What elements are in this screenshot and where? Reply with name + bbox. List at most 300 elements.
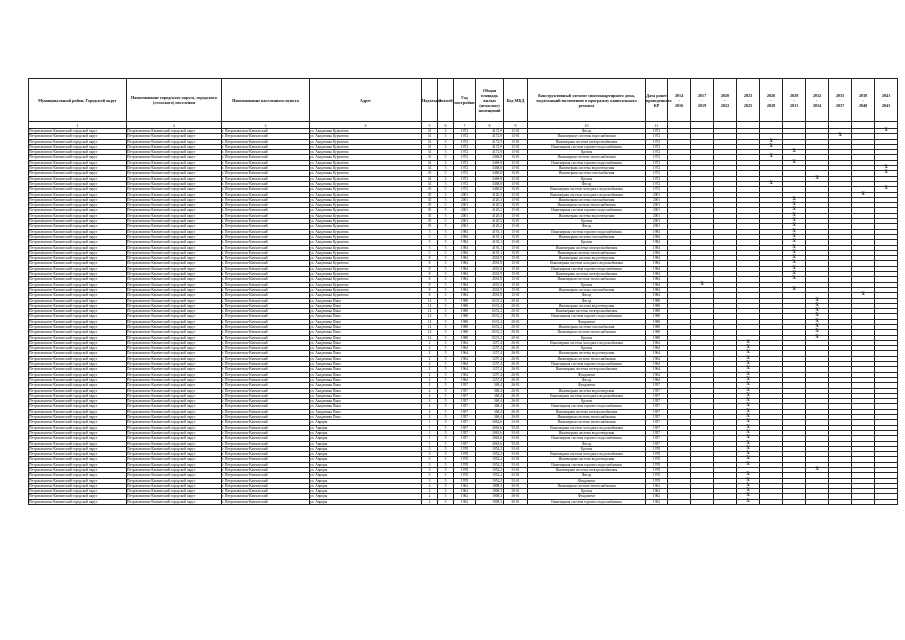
cell-district: Петропавловск-Камчатский городской округ <box>29 430 127 435</box>
cell-floors: 5 <box>438 144 454 149</box>
column-number <box>806 122 829 129</box>
cell-entrance-number: 8 <box>422 272 438 277</box>
header-period: 2041 - 2043 <box>875 79 898 122</box>
cell-entrance-number: 2 <box>422 483 438 488</box>
cell-mkd-code: 26-01 <box>504 415 528 420</box>
cell-total-area: 4120,3 <box>476 219 504 224</box>
cell-entrance-number: 2 <box>422 362 438 367</box>
cell-mkd-code: 33-01 <box>504 420 528 425</box>
cell-previous-repair-date: 1984 <box>646 266 668 271</box>
cell-district: Петропавловск-Камчатский городской округ <box>29 250 127 255</box>
cell-locality: г. Петропавловск-Камчатский <box>222 129 310 134</box>
column-number <box>737 122 760 129</box>
cell-settlement: Петропавловск-Камчатский городской округ <box>127 181 222 186</box>
cell-total-area: 1952,2 <box>476 473 504 478</box>
cell-district: Петропавловск-Камчатский городской округ <box>29 420 127 425</box>
cell-settlement: Петропавловск-Камчатский городской округ <box>127 478 222 483</box>
cell-district: Петропавловск-Камчатский городской округ <box>29 277 127 282</box>
cell-settlement: Петропавловск-Камчатский городской округ <box>127 319 222 324</box>
period-mark-cell: X <box>737 372 760 377</box>
cell-settlement: Петропавловск-Камчатский городской округ <box>127 219 222 224</box>
cell-previous-repair-date: 1972 <box>646 129 668 134</box>
cell-previous-repair-date: 2001 <box>646 192 668 197</box>
period-mark-cell <box>760 499 783 504</box>
column-number: 2 <box>127 122 222 129</box>
cell-address: ул. Академика Курчатова <box>310 250 422 255</box>
cell-district: Петропавловск-Камчатский городской округ <box>29 383 127 388</box>
cell-previous-repair-date: 1962 <box>646 494 668 499</box>
cell-address: ул. Авроры <box>310 452 422 457</box>
cell-address: ул. Академика Курчатова <box>310 256 422 261</box>
cell-mkd-code: 15-01 <box>504 213 528 218</box>
cell-mkd-code: 20-01 <box>504 298 528 303</box>
cell-floors: 5 <box>438 287 454 292</box>
cell-address: ул. Академика Пика <box>310 324 422 329</box>
cell-floors: 5 <box>438 272 454 277</box>
cell-total-area: 2063,6 <box>476 436 504 441</box>
cell-mkd-code: 15-01 <box>504 234 528 239</box>
cell-entrance-number: 2 <box>422 351 438 356</box>
cell-total-area: 1257,4 <box>476 356 504 361</box>
table-row <box>29 499 898 504</box>
period-mark-cell: X <box>737 340 760 345</box>
cell-settlement: Петропавловск-Камчатский городской округ <box>127 393 222 398</box>
cell-entrance-number: 5 <box>422 240 438 245</box>
cell-year-built: 1984 <box>454 245 476 250</box>
cell-settlement: Петропавловск-Камчатский городской округ <box>127 409 222 414</box>
cell-year-built: 1988 <box>454 324 476 329</box>
cell-address: ул. Академика Пика <box>310 372 422 377</box>
header-address: Адрес <box>310 79 422 122</box>
cell-district: Петропавловск-Камчатский городской округ <box>29 441 127 446</box>
cell-address: ул. Академика Курчатова <box>310 293 422 298</box>
cell-total-area: 2063,6 <box>476 430 504 435</box>
cell-address: ул. Академика Курчатова <box>310 160 422 165</box>
cell-year-built: 1957 <box>454 388 476 393</box>
header-period: 2032 - 2034 <box>806 79 829 122</box>
cell-locality: г. Петропавловск-Камчатский <box>222 441 310 446</box>
cell-total-area: 1257,4 <box>476 367 504 372</box>
cell-district: Петропавловск-Камчатский городской округ <box>29 330 127 335</box>
cell-mkd-code: 33-01 <box>504 436 528 441</box>
period-mark-cell: X <box>737 415 760 420</box>
cell-total-area: 3468,8 <box>476 160 504 165</box>
cell-settlement: Петропавловск-Камчатский городской округ <box>127 436 222 441</box>
cell-locality: г. Петропавловск-Камчатский <box>222 399 310 404</box>
cell-year-built: 2001 <box>454 224 476 229</box>
cell-mkd-code: 26-01 <box>504 351 528 356</box>
cell-year-built: 1972 <box>454 166 476 171</box>
cell-floors: 5 <box>438 388 454 393</box>
cell-total-area: 1952,2 <box>476 462 504 467</box>
cell-previous-repair-date: 1978 <box>646 468 668 473</box>
cell-previous-repair-date: 1972 <box>646 150 668 155</box>
cell-structural-element: Инженерная система теплоснабжения <box>528 277 646 282</box>
cell-previous-repair-date: 1972 <box>646 134 668 139</box>
cell-mkd-code: 15-01 <box>504 192 528 197</box>
repair-schedule-table <box>28 78 898 505</box>
cell-total-area: 3468,8 <box>476 155 504 160</box>
cell-structural-element: Инженерная система теплоснабжения <box>528 203 646 208</box>
cell-previous-repair-date: 1964 <box>646 356 668 361</box>
cell-address: ул. Академика Пика <box>310 351 422 356</box>
cell-district: Петропавловск-Камчатский городской округ <box>29 208 127 213</box>
cell-settlement: Петропавловск-Камчатский городской округ <box>127 203 222 208</box>
cell-structural-element: Фасад <box>528 377 646 382</box>
cell-previous-repair-date: 1988 <box>646 319 668 324</box>
cell-district: Петропавловск-Камчатский городской округ <box>29 234 127 239</box>
cell-mkd-code: 15-01 <box>504 293 528 298</box>
cell-district: Петропавловск-Камчатский городской округ <box>29 155 127 160</box>
cell-settlement: Петропавловск-Камчатский городской округ <box>127 240 222 245</box>
cell-mkd-code: 33-01 <box>504 457 528 462</box>
cell-total-area: 1952,2 <box>476 452 504 457</box>
cell-settlement: Петропавловск-Камчатский городской округ <box>127 224 222 229</box>
cell-floors: 5 <box>438 372 454 377</box>
cell-entrance-number: 33 <box>422 181 438 186</box>
cell-address: ул. Академика Пика <box>310 388 422 393</box>
cell-settlement: Петропавловск-Камчатский городской округ <box>127 229 222 234</box>
cell-floors: 5 <box>438 367 454 372</box>
cell-entrance-number: 14 <box>422 314 438 319</box>
period-mark-cell <box>668 499 691 504</box>
period-mark-cell: X <box>737 346 760 351</box>
cell-entrance-number: 5 <box>422 234 438 239</box>
cell-previous-repair-date: 1964 <box>646 367 668 372</box>
cell-floors: 5 <box>438 468 454 473</box>
cell-locality: г. Петропавловск-Камчатский <box>222 261 310 266</box>
cell-total-area: 4501,9 <box>476 277 504 282</box>
cell-previous-repair-date: 1984 <box>646 293 668 298</box>
header-period: 2023 - 2025 <box>737 79 760 122</box>
cell-previous-repair-date: 1972 <box>646 160 668 165</box>
period-mark-cell: X <box>783 272 806 277</box>
cell-year-built: 1978 <box>454 478 476 483</box>
cell-locality: г. Петропавловск-Камчатский <box>222 166 310 171</box>
cell-settlement: Петропавловск-Камчатский городской округ <box>127 139 222 144</box>
cell-previous-repair-date: 1984 <box>646 256 668 261</box>
cell-previous-repair-date: 1984 <box>646 234 668 239</box>
cell-total-area: 1257,4 <box>476 372 504 377</box>
cell-structural-element: Инженерная система холодного водоснабжения <box>528 425 646 430</box>
cell-address: ул. Академика Курчатова <box>310 203 422 208</box>
cell-settlement: Петропавловск-Камчатский городской округ <box>127 234 222 239</box>
cell-year-built: 1964 <box>454 372 476 377</box>
cell-entrance-number: 14 <box>422 335 438 340</box>
cell-structural-element: Инженерная система газоснабжения <box>528 287 646 292</box>
cell-entrance-number: 8 <box>422 266 438 271</box>
cell-district: Петропавловск-Камчатский городской округ <box>29 192 127 197</box>
cell-locality: г. Петропавловск-Камчатский <box>222 351 310 356</box>
period-mark-cell: X <box>783 213 806 218</box>
cell-locality: г. Петропавловск-Камчатский <box>222 277 310 282</box>
cell-structural-element: Инженерная система электроснабжения <box>528 409 646 414</box>
cell-settlement: Петропавловск-Камчатский городской округ <box>127 388 222 393</box>
cell-structural-element: Фасад <box>528 293 646 298</box>
cell-mkd-code: 15-01 <box>504 272 528 277</box>
cell-district: Петропавловск-Камчатский городской округ <box>29 309 127 314</box>
cell-mkd-code: 15-01 <box>504 256 528 261</box>
cell-settlement: Петропавловск-Камчатский городской округ <box>127 314 222 319</box>
cell-address: ул. Академика Пика <box>310 346 422 351</box>
cell-settlement: Петропавловск-Камчатский городской округ <box>127 256 222 261</box>
cell-structural-element: Фасад <box>528 129 646 134</box>
period-mark-cell: X <box>737 489 760 494</box>
cell-total-area: 368,4 <box>476 404 504 409</box>
cell-entrance-number: 35 <box>422 224 438 229</box>
cell-address: ул. Академика Курчатова <box>310 213 422 218</box>
cell-entrance-number: 2 <box>422 499 438 504</box>
cell-total-area: 1808,3 <box>476 499 504 504</box>
cell-floors: 5 <box>438 160 454 165</box>
cell-district: Петропавловск-Камчатский городской округ <box>29 473 127 478</box>
cell-settlement: Петропавловск-Камчатский городской округ <box>127 176 222 181</box>
cell-locality: г. Петропавловск-Камчатский <box>222 293 310 298</box>
cell-settlement: Петропавловск-Камчатский городской округ <box>127 187 222 192</box>
cell-entrance-number: 33 <box>422 166 438 171</box>
cell-settlement: Петропавловск-Камчатский городской округ <box>127 150 222 155</box>
cell-previous-repair-date: 1988 <box>646 324 668 329</box>
cell-settlement: Петропавловск-Камчатский городской округ <box>127 192 222 197</box>
cell-floors: 5 <box>438 208 454 213</box>
cell-previous-repair-date: 2001 <box>646 208 668 213</box>
cell-settlement: Петропавловск-Камчатский городской округ <box>127 367 222 372</box>
cell-settlement: Петропавловск-Камчатский городской округ <box>127 171 222 176</box>
cell-structural-element: Инженерная система холодного водоснабжения <box>528 452 646 457</box>
cell-entrance-number: 2 <box>422 489 438 494</box>
cell-locality: г. Петропавловск-Камчатский <box>222 420 310 425</box>
cell-structural-element: Фасад <box>528 473 646 478</box>
cell-mkd-code: 33-01 <box>504 468 528 473</box>
cell-year-built: 1957 <box>454 441 476 446</box>
period-mark-cell <box>852 499 875 504</box>
cell-structural-element: Фасад <box>528 224 646 229</box>
cell-year-built: 1972 <box>454 171 476 176</box>
cell-settlement: Петропавловск-Камчатский городской округ <box>127 457 222 462</box>
cell-floors: 5 <box>438 187 454 192</box>
period-mark-cell: X <box>783 234 806 239</box>
cell-total-area: 368,4 <box>476 393 504 398</box>
cell-previous-repair-date: 1964 <box>646 351 668 356</box>
cell-mkd-code: 15-01 <box>504 287 528 292</box>
cell-settlement: Петропавловск-Камчатский городской округ <box>127 282 222 287</box>
cell-total-area: 6531,2 <box>476 319 504 324</box>
cell-previous-repair-date: 1978 <box>646 446 668 451</box>
cell-year-built: 1957 <box>454 415 476 420</box>
period-mark-cell: X <box>783 277 806 282</box>
cell-settlement: Петропавловск-Камчатский городской округ <box>127 404 222 409</box>
cell-mkd-code: 26-01 <box>504 377 528 382</box>
cell-district: Петропавловск-Камчатский городской округ <box>29 409 127 414</box>
cell-year-built: 2001 <box>454 213 476 218</box>
cell-total-area: 4191,1 <box>476 245 504 250</box>
cell-settlement: Петропавловск-Камчатский городской округ <box>127 287 222 292</box>
cell-floors: 5 <box>438 415 454 420</box>
cell-entrance-number: 1 <box>422 420 438 425</box>
cell-address: ул. Академика Пика <box>310 314 422 319</box>
period-mark-cell: X <box>737 483 760 488</box>
header-period: 2017 - 2019 <box>691 79 714 122</box>
header-mkd-code: Код МКД <box>504 79 528 122</box>
cell-mkd-code: 15-01 <box>504 224 528 229</box>
cell-mkd-code: 26-01 <box>504 404 528 409</box>
cell-total-area: 6531,2 <box>476 303 504 308</box>
column-number: 3 <box>222 122 310 129</box>
cell-entrance-number: 4 <box>422 415 438 420</box>
cell-total-area: 368,4 <box>476 388 504 393</box>
cell-floors: 5 <box>438 494 454 499</box>
cell-structural-element: Кровля <box>528 446 646 451</box>
cell-year-built: 1972 <box>454 155 476 160</box>
cell-mkd-code: 26-01 <box>504 388 528 393</box>
cell-floors: 5 <box>438 319 454 324</box>
column-number <box>668 122 691 129</box>
cell-floors: 5 <box>438 473 454 478</box>
cell-year-built: 1972 <box>454 129 476 134</box>
cell-district: Петропавловск-Камчатский городской округ <box>29 197 127 202</box>
cell-previous-repair-date: 2001 <box>646 197 668 202</box>
cell-locality: г. Петропавловск-Камчатский <box>222 489 310 494</box>
cell-entrance-number: 3 <box>422 452 438 457</box>
cell-settlement: Петропавловск-Камчатский городской округ <box>127 330 222 335</box>
cell-district: Петропавловск-Камчатский городской округ <box>29 144 127 149</box>
cell-floors: 5 <box>438 282 454 287</box>
cell-locality: г. Петропавловск-Камчатский <box>222 324 310 329</box>
cell-floors: 5 <box>438 483 454 488</box>
cell-locality: г. Петропавловск-Камчатский <box>222 309 310 314</box>
cell-locality: г. Петропавловск-Камчатский <box>222 372 310 377</box>
cell-mkd-code: 26-01 <box>504 367 528 372</box>
cell-year-built: 1984 <box>454 293 476 298</box>
cell-address: ул. Академика Курчатова <box>310 144 422 149</box>
cell-district: Петропавловск-Камчатский городской округ <box>29 129 127 134</box>
cell-floors: 5 <box>438 377 454 382</box>
cell-total-area: 4172,9 <box>476 144 504 149</box>
cell-floors: 5 <box>438 462 454 467</box>
cell-mkd-code: 15-01 <box>504 245 528 250</box>
cell-address: ул. Академика Пика <box>310 383 422 388</box>
cell-settlement: Петропавловск-Камчатский городской округ <box>127 303 222 308</box>
cell-district: Петропавловск-Камчатский городской округ <box>29 425 127 430</box>
column-number: 7 <box>454 122 476 129</box>
header-settlement: Наименование городского округа, городского (сельского) поселения <box>127 79 222 122</box>
cell-total-area: 368,4 <box>476 383 504 388</box>
header-total-area: Общая площадь жилых (нежилых) помещений <box>476 79 504 122</box>
cell-locality: г. Петропавловск-Камчатский <box>222 171 310 176</box>
period-mark-cell: X <box>783 245 806 250</box>
cell-total-area: 4120,3 <box>476 208 504 213</box>
cell-floors: 5 <box>438 489 454 494</box>
cell-mkd-code: 26-01 <box>504 393 528 398</box>
cell-entrance-number: 8 <box>422 261 438 266</box>
period-mark-cell: X <box>737 430 760 435</box>
cell-mkd-code: 20-01 <box>504 303 528 308</box>
cell-district: Петропавловск-Камчатский городской округ <box>29 176 127 181</box>
cell-year-built: 2001 <box>454 192 476 197</box>
cell-entrance-number: 3 <box>422 457 438 462</box>
period-mark-cell: X <box>737 409 760 414</box>
cell-district: Петропавловск-Камчатский городской округ <box>29 139 127 144</box>
column-number: 1 <box>29 122 127 129</box>
cell-floors: 5 <box>438 229 454 234</box>
cell-floors: 5 <box>438 452 454 457</box>
cell-previous-repair-date: 1972 <box>646 181 668 186</box>
cell-settlement: Петропавловск-Камчатский городской округ <box>127 452 222 457</box>
cell-total-area: 368,4 <box>476 409 504 414</box>
cell-structural-element: Фундамент <box>528 372 646 377</box>
cell-entrance-number: 8 <box>422 277 438 282</box>
cell-structural-element: Инженерная система горячего водоснабжения <box>528 314 646 319</box>
cell-address: ул. Академика Пика <box>310 298 422 303</box>
cell-entrance-number: 2 <box>422 494 438 499</box>
cell-district: Петропавловск-Камчатский городской округ <box>29 404 127 409</box>
cell-previous-repair-date: 1984 <box>646 250 668 255</box>
cell-previous-repair-date: 1988 <box>646 303 668 308</box>
cell-district: Петропавловск-Камчатский городской округ <box>29 340 127 345</box>
cell-address: ул. Академика Курчатова <box>310 197 422 202</box>
cell-settlement: Петропавловск-Камчатский городской округ <box>127 309 222 314</box>
period-mark-cell: X <box>737 436 760 441</box>
cell-district: Петропавловск-Камчатский городской округ <box>29 293 127 298</box>
cell-structural-element: Инженерная система горячего водоснабжения <box>528 462 646 467</box>
cell-district: Петропавловск-Камчатский городской округ <box>29 261 127 266</box>
cell-floors: 5 <box>438 478 454 483</box>
cell-previous-repair-date: 1972 <box>646 166 668 171</box>
cell-previous-repair-date: 1957 <box>646 393 668 398</box>
cell-address: ул. Академика Пика <box>310 303 422 308</box>
cell-floors: 5 <box>438 399 454 404</box>
cell-district: Петропавловск-Камчатский городской округ <box>29 372 127 377</box>
cell-previous-repair-date: 1972 <box>646 176 668 181</box>
column-number: 5 <box>422 122 438 129</box>
cell-district: Петропавловск-Камчатский городской округ <box>29 436 127 441</box>
period-mark-cell <box>691 499 714 504</box>
period-mark-cell: X <box>783 256 806 261</box>
cell-district: Петропавловск-Камчатский городской округ <box>29 324 127 329</box>
cell-address: ул. Академика Пика <box>310 319 422 324</box>
cell-district: Петропавловск-Камчатский городской округ <box>29 356 127 361</box>
table-header <box>29 79 898 129</box>
cell-district: Петропавловск-Камчатский городской округ <box>29 150 127 155</box>
cell-total-area: 4501,9 <box>476 272 504 277</box>
cell-address: ул. Академика Пика <box>310 415 422 420</box>
cell-floors: 5 <box>438 446 454 451</box>
cell-floors: 5 <box>438 356 454 361</box>
cell-mkd-code: 20-01 <box>504 335 528 340</box>
cell-previous-repair-date: 1972 <box>646 155 668 160</box>
cell-locality: г. Петропавловск-Камчатский <box>222 208 310 213</box>
cell-total-area: 4172,9 <box>476 134 504 139</box>
cell-locality: г. Петропавловск-Камчатский <box>222 203 310 208</box>
period-mark-cell <box>875 499 898 504</box>
cell-locality: г. Петропавловск-Камчатский <box>222 499 310 504</box>
cell-district: Петропавловск-Камчатский городской округ <box>29 478 127 483</box>
cell-entrance-number: 1 <box>422 441 438 446</box>
cell-total-area: 1257,4 <box>476 346 504 351</box>
cell-total-area: 6531,2 <box>476 298 504 303</box>
cell-locality: г. Петропавловск-Камчатский <box>222 356 310 361</box>
cell-previous-repair-date: 1984 <box>646 272 668 277</box>
cell-floors: 5 <box>438 293 454 298</box>
period-mark-cell: X <box>691 282 714 287</box>
period-mark-cell: X <box>806 319 829 324</box>
cell-district: Петропавловск-Камчатский городской округ <box>29 446 127 451</box>
cell-structural-element: Инженерная система газоснабжения <box>528 197 646 202</box>
cell-floors: 5 <box>438 192 454 197</box>
cell-address: ул. Академика Пика <box>310 309 422 314</box>
period-mark-cell: X <box>806 298 829 303</box>
cell-entrance-number: 33 <box>422 160 438 165</box>
